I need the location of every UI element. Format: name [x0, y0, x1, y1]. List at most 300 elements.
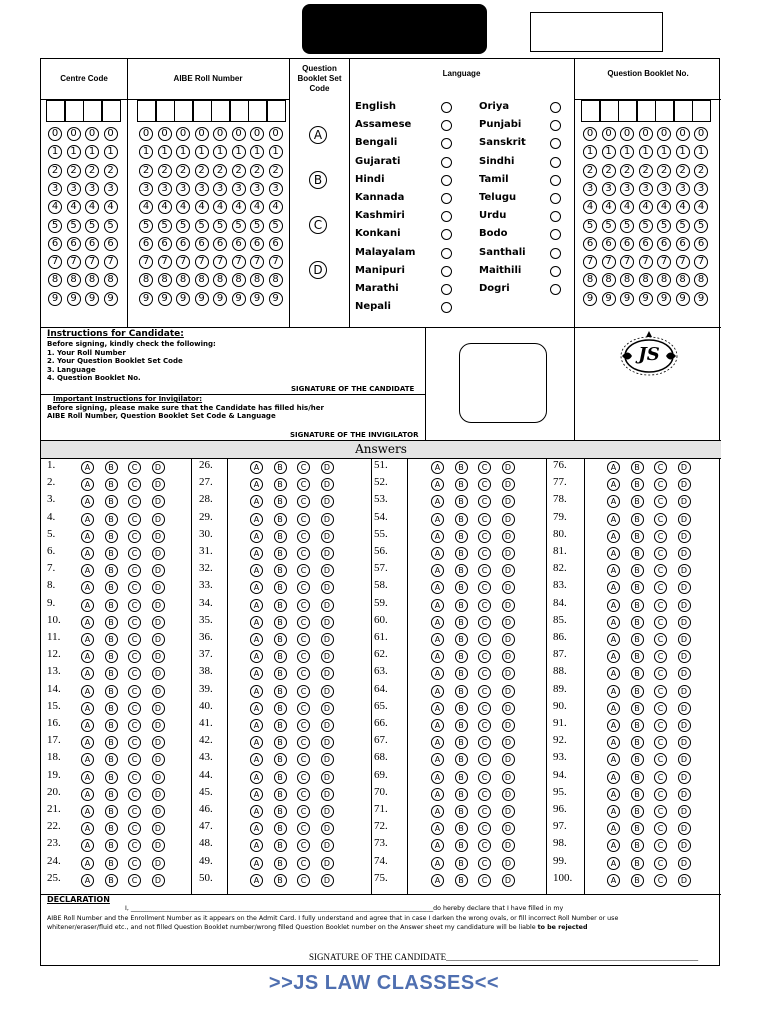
answer-bubble[interactable]: C	[478, 547, 491, 560]
answer-bubble[interactable]: A	[431, 771, 444, 784]
answer-bubble[interactable]: D	[502, 839, 515, 852]
booklet-no-entry-box[interactable]	[600, 100, 619, 122]
answer-bubble[interactable]: C	[297, 461, 310, 474]
language-bubble[interactable]	[441, 284, 452, 295]
answer-bubble[interactable]: D	[152, 633, 165, 646]
answer-bubble[interactable]: D	[678, 581, 691, 594]
centre-code-entry-box[interactable]	[102, 100, 121, 122]
centre-code-digit-bubble[interactable]: 8	[67, 273, 81, 287]
answer-bubble[interactable]: D	[152, 495, 165, 508]
answer-bubble[interactable]: C	[654, 581, 667, 594]
booklet-no-digit-bubble[interactable]: 1	[639, 145, 653, 159]
answer-bubble[interactable]: D	[502, 857, 515, 870]
answer-bubble[interactable]: D	[152, 771, 165, 784]
roll-number-digit-bubble[interactable]: 5	[232, 219, 246, 233]
answer-bubble[interactable]: A	[607, 530, 620, 543]
answer-bubble[interactable]: B	[455, 771, 468, 784]
answer-bubble[interactable]: D	[502, 461, 515, 474]
answer-bubble[interactable]: D	[152, 874, 165, 887]
centre-code-digit-bubble[interactable]: 6	[67, 237, 81, 251]
answer-bubble[interactable]: C	[297, 736, 310, 749]
booklet-no-digit-bubble[interactable]: 4	[657, 200, 671, 214]
language-bubble[interactable]	[441, 211, 452, 222]
answer-bubble[interactable]: D	[502, 805, 515, 818]
roll-number-digit-bubble[interactable]: 8	[250, 273, 264, 287]
answer-bubble[interactable]: B	[274, 530, 287, 543]
roll-number-digit-bubble[interactable]: 9	[139, 292, 153, 306]
answer-bubble[interactable]: C	[297, 530, 310, 543]
answer-bubble[interactable]: A	[431, 495, 444, 508]
answer-bubble[interactable]: C	[654, 530, 667, 543]
roll-number-digit-bubble[interactable]: 4	[232, 200, 246, 214]
roll-number-digit-bubble[interactable]: 3	[213, 182, 227, 196]
roll-number-digit-bubble[interactable]: 1	[139, 145, 153, 159]
answer-bubble[interactable]: A	[607, 805, 620, 818]
answer-bubble[interactable]: C	[128, 857, 141, 870]
centre-code-digit-bubble[interactable]: 2	[85, 164, 99, 178]
centre-code-digit-bubble[interactable]: 6	[104, 237, 118, 251]
answer-bubble[interactable]: B	[105, 547, 118, 560]
answer-bubble[interactable]: D	[678, 478, 691, 491]
centre-code-digit-bubble[interactable]: 3	[85, 182, 99, 196]
answer-bubble[interactable]: B	[274, 581, 287, 594]
answer-bubble[interactable]: D	[502, 633, 515, 646]
booklet-no-digit-bubble[interactable]: 2	[676, 164, 690, 178]
answer-bubble[interactable]: C	[297, 564, 310, 577]
answer-bubble[interactable]: D	[678, 667, 691, 680]
roll-number-digit-bubble[interactable]: 6	[250, 237, 264, 251]
answer-bubble[interactable]: A	[431, 805, 444, 818]
roll-number-digit-bubble[interactable]: 9	[176, 292, 190, 306]
answer-bubble[interactable]: C	[128, 771, 141, 784]
answer-bubble[interactable]: A	[607, 719, 620, 732]
answer-bubble[interactable]: D	[502, 547, 515, 560]
answer-bubble[interactable]: C	[478, 581, 491, 594]
answer-bubble[interactable]: C	[478, 702, 491, 715]
answer-bubble[interactable]: B	[274, 495, 287, 508]
centre-code-digit-bubble[interactable]: 8	[48, 273, 62, 287]
roll-number-digit-bubble[interactable]: 3	[232, 182, 246, 196]
booklet-no-digit-bubble[interactable]: 3	[602, 182, 616, 196]
answer-bubble[interactable]: C	[478, 513, 491, 526]
set-code-bubble[interactable]: B	[309, 171, 327, 189]
booklet-no-digit-bubble[interactable]: 8	[639, 273, 653, 287]
booklet-no-entry-box[interactable]	[674, 100, 693, 122]
answer-bubble[interactable]: D	[678, 719, 691, 732]
booklet-no-digit-bubble[interactable]: 6	[676, 237, 690, 251]
answer-bubble[interactable]: B	[105, 616, 118, 629]
answer-bubble[interactable]: A	[250, 857, 263, 870]
answer-bubble[interactable]: D	[152, 616, 165, 629]
booklet-no-digit-bubble[interactable]: 0	[657, 127, 671, 141]
booklet-no-entry-box[interactable]	[692, 100, 711, 122]
answer-bubble[interactable]: D	[502, 753, 515, 766]
answer-bubble[interactable]: A	[431, 616, 444, 629]
roll-number-digit-bubble[interactable]: 7	[176, 255, 190, 269]
answer-bubble[interactable]: D	[152, 719, 165, 732]
roll-number-entry-box[interactable]	[230, 100, 249, 122]
roll-number-entry-box[interactable]	[211, 100, 230, 122]
answer-bubble[interactable]: D	[321, 478, 334, 491]
answer-bubble[interactable]: C	[128, 564, 141, 577]
answer-bubble[interactable]: A	[250, 719, 263, 732]
roll-number-digit-bubble[interactable]: 1	[213, 145, 227, 159]
answer-bubble[interactable]: B	[631, 461, 644, 474]
centre-code-digit-bubble[interactable]: 1	[104, 145, 118, 159]
answer-bubble[interactable]: A	[431, 702, 444, 715]
answer-bubble[interactable]: A	[431, 839, 444, 852]
booklet-no-digit-bubble[interactable]: 3	[676, 182, 690, 196]
answer-bubble[interactable]: D	[152, 702, 165, 715]
roll-number-digit-bubble[interactable]: 3	[139, 182, 153, 196]
answer-bubble[interactable]: C	[297, 633, 310, 646]
answer-bubble[interactable]: A	[250, 822, 263, 835]
booklet-no-digit-bubble[interactable]: 1	[602, 145, 616, 159]
answer-bubble[interactable]: B	[274, 857, 287, 870]
answer-bubble[interactable]: D	[321, 736, 334, 749]
centre-code-digit-bubble[interactable]: 2	[67, 164, 81, 178]
answer-bubble[interactable]: A	[250, 805, 263, 818]
roll-number-digit-bubble[interactable]: 8	[176, 273, 190, 287]
answer-bubble[interactable]: B	[274, 822, 287, 835]
answer-bubble[interactable]: B	[631, 650, 644, 663]
answer-bubble[interactable]: B	[631, 547, 644, 560]
answer-bubble[interactable]: C	[654, 599, 667, 612]
roll-number-entry-box[interactable]	[156, 100, 175, 122]
booklet-no-digit-bubble[interactable]: 5	[657, 219, 671, 233]
centre-code-digit-bubble[interactable]: 9	[48, 292, 62, 306]
answer-bubble[interactable]: B	[105, 874, 118, 887]
answer-bubble[interactable]: D	[502, 771, 515, 784]
answer-bubble[interactable]: C	[297, 478, 310, 491]
answer-bubble[interactable]: C	[478, 685, 491, 698]
answer-bubble[interactable]: A	[607, 461, 620, 474]
answer-bubble[interactable]: C	[478, 788, 491, 801]
answer-bubble[interactable]: D	[321, 547, 334, 560]
answer-bubble[interactable]: D	[321, 616, 334, 629]
answer-bubble[interactable]: B	[455, 667, 468, 680]
language-bubble[interactable]	[550, 102, 561, 113]
answer-bubble[interactable]: B	[455, 736, 468, 749]
answer-bubble[interactable]: D	[321, 461, 334, 474]
answer-bubble[interactable]: D	[678, 702, 691, 715]
roll-number-digit-bubble[interactable]: 5	[139, 219, 153, 233]
language-bubble[interactable]	[441, 102, 452, 113]
answer-bubble[interactable]: C	[128, 581, 141, 594]
roll-number-digit-bubble[interactable]: 0	[176, 127, 190, 141]
answer-bubble[interactable]: B	[274, 788, 287, 801]
centre-code-digit-bubble[interactable]: 2	[104, 164, 118, 178]
answer-bubble[interactable]: D	[321, 822, 334, 835]
answer-bubble[interactable]: C	[654, 564, 667, 577]
roll-number-digit-bubble[interactable]: 4	[250, 200, 264, 214]
answer-bubble[interactable]: A	[431, 736, 444, 749]
answer-bubble[interactable]: A	[81, 599, 94, 612]
centre-code-digit-bubble[interactable]: 9	[85, 292, 99, 306]
booklet-no-digit-bubble[interactable]: 2	[694, 164, 708, 178]
roll-number-digit-bubble[interactable]: 5	[250, 219, 264, 233]
answer-bubble[interactable]: C	[654, 805, 667, 818]
answer-bubble[interactable]: D	[321, 581, 334, 594]
answer-bubble[interactable]: B	[105, 719, 118, 732]
answer-bubble[interactable]: D	[321, 564, 334, 577]
centre-code-digit-bubble[interactable]: 7	[48, 255, 62, 269]
answer-bubble[interactable]: D	[321, 633, 334, 646]
answer-bubble[interactable]: D	[502, 478, 515, 491]
booklet-no-entry-box[interactable]	[618, 100, 637, 122]
answer-bubble[interactable]: A	[607, 581, 620, 594]
answer-bubble[interactable]: A	[81, 822, 94, 835]
answer-bubble[interactable]: B	[274, 650, 287, 663]
answer-bubble[interactable]: B	[105, 736, 118, 749]
roll-number-digit-bubble[interactable]: 0	[269, 127, 283, 141]
answer-bubble[interactable]: B	[455, 530, 468, 543]
roll-number-digit-bubble[interactable]: 6	[176, 237, 190, 251]
answer-bubble[interactable]: A	[81, 857, 94, 870]
answer-bubble[interactable]: C	[297, 685, 310, 698]
answer-bubble[interactable]: A	[81, 581, 94, 594]
answer-bubble[interactable]: A	[81, 719, 94, 732]
answer-bubble[interactable]: A	[431, 547, 444, 560]
booklet-no-digit-bubble[interactable]: 9	[602, 292, 616, 306]
centre-code-entry-box[interactable]	[46, 100, 65, 122]
signature-blank[interactable]: ________________________________________________________	[446, 952, 699, 962]
answer-bubble[interactable]: B	[631, 685, 644, 698]
answer-bubble[interactable]: C	[478, 564, 491, 577]
answer-bubble[interactable]: D	[678, 564, 691, 577]
answer-bubble[interactable]: B	[631, 736, 644, 749]
answer-bubble[interactable]: C	[478, 633, 491, 646]
booklet-no-digit-bubble[interactable]: 0	[676, 127, 690, 141]
centre-code-digit-bubble[interactable]: 5	[85, 219, 99, 233]
roll-number-digit-bubble[interactable]: 8	[213, 273, 227, 287]
answer-bubble[interactable]: C	[128, 667, 141, 680]
centre-code-digit-bubble[interactable]: 0	[104, 127, 118, 141]
answer-bubble[interactable]: A	[250, 633, 263, 646]
answer-bubble[interactable]: D	[678, 857, 691, 870]
answer-bubble[interactable]: C	[128, 461, 141, 474]
roll-number-digit-bubble[interactable]: 3	[269, 182, 283, 196]
answer-bubble[interactable]: B	[455, 788, 468, 801]
answer-bubble[interactable]: A	[431, 581, 444, 594]
roll-number-digit-bubble[interactable]: 2	[195, 164, 209, 178]
answer-bubble[interactable]: D	[502, 564, 515, 577]
answer-bubble[interactable]: C	[654, 685, 667, 698]
roll-number-entry-box[interactable]	[267, 100, 286, 122]
roll-number-digit-bubble[interactable]: 3	[158, 182, 172, 196]
answer-bubble[interactable]: C	[654, 771, 667, 784]
centre-code-digit-bubble[interactable]: 7	[67, 255, 81, 269]
answer-bubble[interactable]: D	[152, 599, 165, 612]
answer-bubble[interactable]: C	[128, 530, 141, 543]
answer-bubble[interactable]: B	[274, 736, 287, 749]
language-bubble[interactable]	[550, 266, 561, 277]
answer-bubble[interactable]: D	[321, 530, 334, 543]
answer-bubble[interactable]: D	[152, 736, 165, 749]
booklet-no-digit-bubble[interactable]: 3	[639, 182, 653, 196]
name-blank[interactable]: ________________________________________________________________________________________________	[130, 905, 434, 912]
answer-bubble[interactable]: C	[478, 874, 491, 887]
answer-bubble[interactable]: A	[250, 599, 263, 612]
answer-bubble[interactable]: B	[455, 633, 468, 646]
answer-bubble[interactable]: A	[607, 633, 620, 646]
roll-number-digit-bubble[interactable]: 2	[176, 164, 190, 178]
answer-bubble[interactable]: B	[631, 564, 644, 577]
roll-number-digit-bubble[interactable]: 1	[195, 145, 209, 159]
centre-code-digit-bubble[interactable]: 1	[48, 145, 62, 159]
booklet-no-digit-bubble[interactable]: 2	[602, 164, 616, 178]
booklet-no-digit-bubble[interactable]: 1	[657, 145, 671, 159]
answer-bubble[interactable]: C	[297, 788, 310, 801]
answer-bubble[interactable]: C	[478, 478, 491, 491]
centre-code-digit-bubble[interactable]: 5	[104, 219, 118, 233]
answer-bubble[interactable]: D	[152, 547, 165, 560]
answer-bubble[interactable]: A	[431, 719, 444, 732]
booklet-no-digit-bubble[interactable]: 9	[639, 292, 653, 306]
language-bubble[interactable]	[441, 266, 452, 277]
answer-bubble[interactable]: B	[455, 478, 468, 491]
answer-bubble[interactable]: D	[502, 495, 515, 508]
booklet-no-digit-bubble[interactable]: 7	[676, 255, 690, 269]
centre-code-digit-bubble[interactable]: 8	[85, 273, 99, 287]
booklet-no-digit-bubble[interactable]: 0	[620, 127, 634, 141]
answer-bubble[interactable]: D	[502, 513, 515, 526]
booklet-no-digit-bubble[interactable]: 0	[639, 127, 653, 141]
answer-bubble[interactable]: A	[81, 839, 94, 852]
answer-bubble[interactable]: A	[81, 513, 94, 526]
roll-number-digit-bubble[interactable]: 4	[195, 200, 209, 214]
centre-code-digit-bubble[interactable]: 5	[67, 219, 81, 233]
roll-number-digit-bubble[interactable]: 0	[232, 127, 246, 141]
roll-number-digit-bubble[interactable]: 9	[195, 292, 209, 306]
answer-bubble[interactable]: D	[502, 788, 515, 801]
language-bubble[interactable]	[441, 120, 452, 131]
answer-bubble[interactable]: C	[654, 667, 667, 680]
answer-bubble[interactable]: A	[607, 513, 620, 526]
answer-bubble[interactable]: A	[250, 564, 263, 577]
answer-bubble[interactable]: B	[455, 495, 468, 508]
answer-bubble[interactable]: B	[274, 839, 287, 852]
answer-bubble[interactable]: C	[297, 581, 310, 594]
answer-bubble[interactable]: A	[607, 771, 620, 784]
answer-bubble[interactable]: C	[654, 822, 667, 835]
answer-bubble[interactable]: C	[478, 616, 491, 629]
roll-number-digit-bubble[interactable]: 0	[195, 127, 209, 141]
answer-bubble[interactable]: C	[128, 822, 141, 835]
answer-bubble[interactable]: C	[478, 495, 491, 508]
answer-bubble[interactable]: B	[105, 495, 118, 508]
answer-bubble[interactable]: B	[105, 857, 118, 870]
answer-bubble[interactable]: D	[152, 461, 165, 474]
answer-bubble[interactable]: C	[654, 788, 667, 801]
answer-bubble[interactable]: C	[478, 736, 491, 749]
booklet-no-digit-bubble[interactable]: 7	[583, 255, 597, 269]
booklet-no-digit-bubble[interactable]: 7	[602, 255, 616, 269]
roll-number-digit-bubble[interactable]: 8	[158, 273, 172, 287]
answer-bubble[interactable]: C	[297, 547, 310, 560]
centre-code-digit-bubble[interactable]: 2	[48, 164, 62, 178]
roll-number-digit-bubble[interactable]: 6	[158, 237, 172, 251]
answer-bubble[interactable]: A	[250, 495, 263, 508]
answer-bubble[interactable]: B	[105, 822, 118, 835]
answer-bubble[interactable]: B	[274, 564, 287, 577]
centre-code-digit-bubble[interactable]: 0	[67, 127, 81, 141]
roll-number-digit-bubble[interactable]: 9	[250, 292, 264, 306]
answer-bubble[interactable]: C	[297, 753, 310, 766]
answer-bubble[interactable]: D	[152, 857, 165, 870]
roll-number-digit-bubble[interactable]: 6	[195, 237, 209, 251]
answer-bubble[interactable]: B	[455, 581, 468, 594]
answer-bubble[interactable]: B	[274, 719, 287, 732]
answer-bubble[interactable]: C	[128, 788, 141, 801]
roll-number-digit-bubble[interactable]: 6	[139, 237, 153, 251]
answer-bubble[interactable]: A	[81, 685, 94, 698]
answer-bubble[interactable]: A	[607, 564, 620, 577]
language-bubble[interactable]	[550, 248, 561, 259]
answer-bubble[interactable]: C	[297, 719, 310, 732]
answer-bubble[interactable]: C	[654, 753, 667, 766]
answer-bubble[interactable]: C	[478, 771, 491, 784]
centre-code-digit-bubble[interactable]: 1	[85, 145, 99, 159]
answer-bubble[interactable]: A	[81, 667, 94, 680]
answer-bubble[interactable]: B	[631, 857, 644, 870]
answer-bubble[interactable]: A	[250, 839, 263, 852]
answer-bubble[interactable]: C	[654, 736, 667, 749]
answer-bubble[interactable]: A	[81, 461, 94, 474]
language-bubble[interactable]	[550, 229, 561, 240]
answer-bubble[interactable]: A	[81, 702, 94, 715]
answer-bubble[interactable]: C	[297, 839, 310, 852]
answer-bubble[interactable]: C	[128, 874, 141, 887]
answer-bubble[interactable]: D	[321, 685, 334, 698]
answer-bubble[interactable]: B	[105, 513, 118, 526]
answer-bubble[interactable]: A	[250, 650, 263, 663]
answer-bubble[interactable]: D	[678, 650, 691, 663]
answer-bubble[interactable]: C	[297, 857, 310, 870]
answer-bubble[interactable]: D	[678, 633, 691, 646]
language-bubble[interactable]	[550, 211, 561, 222]
answer-bubble[interactable]: B	[455, 839, 468, 852]
answer-bubble[interactable]: C	[654, 839, 667, 852]
answer-bubble[interactable]: B	[105, 667, 118, 680]
answer-bubble[interactable]: B	[455, 513, 468, 526]
centre-code-digit-bubble[interactable]: 8	[104, 273, 118, 287]
answer-bubble[interactable]: A	[607, 788, 620, 801]
answer-bubble[interactable]: C	[128, 685, 141, 698]
answer-bubble[interactable]: B	[455, 547, 468, 560]
booklet-no-entry-box[interactable]	[581, 100, 600, 122]
answer-bubble[interactable]: B	[631, 702, 644, 715]
answer-bubble[interactable]: A	[81, 616, 94, 629]
answer-bubble[interactable]: C	[654, 633, 667, 646]
roll-number-entry-box[interactable]	[174, 100, 193, 122]
answer-bubble[interactable]: C	[478, 530, 491, 543]
answer-bubble[interactable]: A	[607, 495, 620, 508]
answer-bubble[interactable]: D	[678, 736, 691, 749]
answer-bubble[interactable]: B	[455, 564, 468, 577]
answer-bubble[interactable]: A	[607, 874, 620, 887]
answer-bubble[interactable]: D	[502, 530, 515, 543]
answer-bubble[interactable]: C	[654, 547, 667, 560]
answer-bubble[interactable]: D	[502, 822, 515, 835]
language-bubble[interactable]	[550, 284, 561, 295]
answer-bubble[interactable]: D	[321, 495, 334, 508]
answer-bubble[interactable]: C	[478, 667, 491, 680]
answer-bubble[interactable]: B	[631, 822, 644, 835]
roll-number-entry-box[interactable]	[193, 100, 212, 122]
roll-number-digit-bubble[interactable]: 5	[176, 219, 190, 233]
booklet-no-digit-bubble[interactable]: 9	[694, 292, 708, 306]
